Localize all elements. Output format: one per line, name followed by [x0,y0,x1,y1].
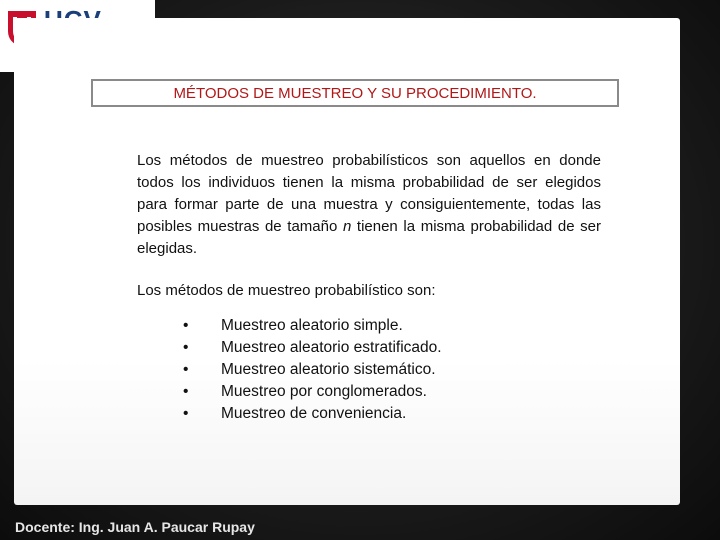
methods-list [183,315,442,425]
list-item [183,337,442,359]
bullet-icon: • [183,339,189,356]
paragraph-n: n [342,218,352,235]
title-box [91,79,619,107]
list-item [183,359,442,381]
list-item [183,381,442,403]
slide-title: MÉTODOS DE MUESTREO Y SU PROCEDIMIENTO. [173,85,537,102]
list-item [183,315,442,337]
bullet-icon: • [183,361,189,378]
definition-paragraph [137,150,601,260]
bullet-icon: • [183,383,189,400]
method-label: Muestreo aleatorio sistemático. [221,361,436,378]
paragraph-text-end: tienen la misma probabilidad de ser elegidas. [137,218,601,257]
method-label: Muestreo de conveniencia. [221,405,407,422]
methods-intro: Los métodos de muestreo probabilístico son: [137,282,436,299]
method-label: Muestreo aleatorio estratificado. [221,339,442,356]
method-label: Muestreo aleatorio simple. [221,317,403,334]
footer-instructor: Docente: Ing. Juan A. Paucar Rupay [15,519,255,535]
bullet-icon: • [183,317,189,334]
method-label: Muestreo por conglomerados. [221,383,427,400]
list-item [183,403,442,425]
bullet-icon: • [183,405,189,422]
paragraph-text-start: Los métodos de muestreo probabilísticos son aquellos en donde todos los individuos tienen la misma probabilidad de ser elegidos para formar parte de una muestra y consiguientemente, todas las posibles muestras de tamaño [137,152,601,235]
